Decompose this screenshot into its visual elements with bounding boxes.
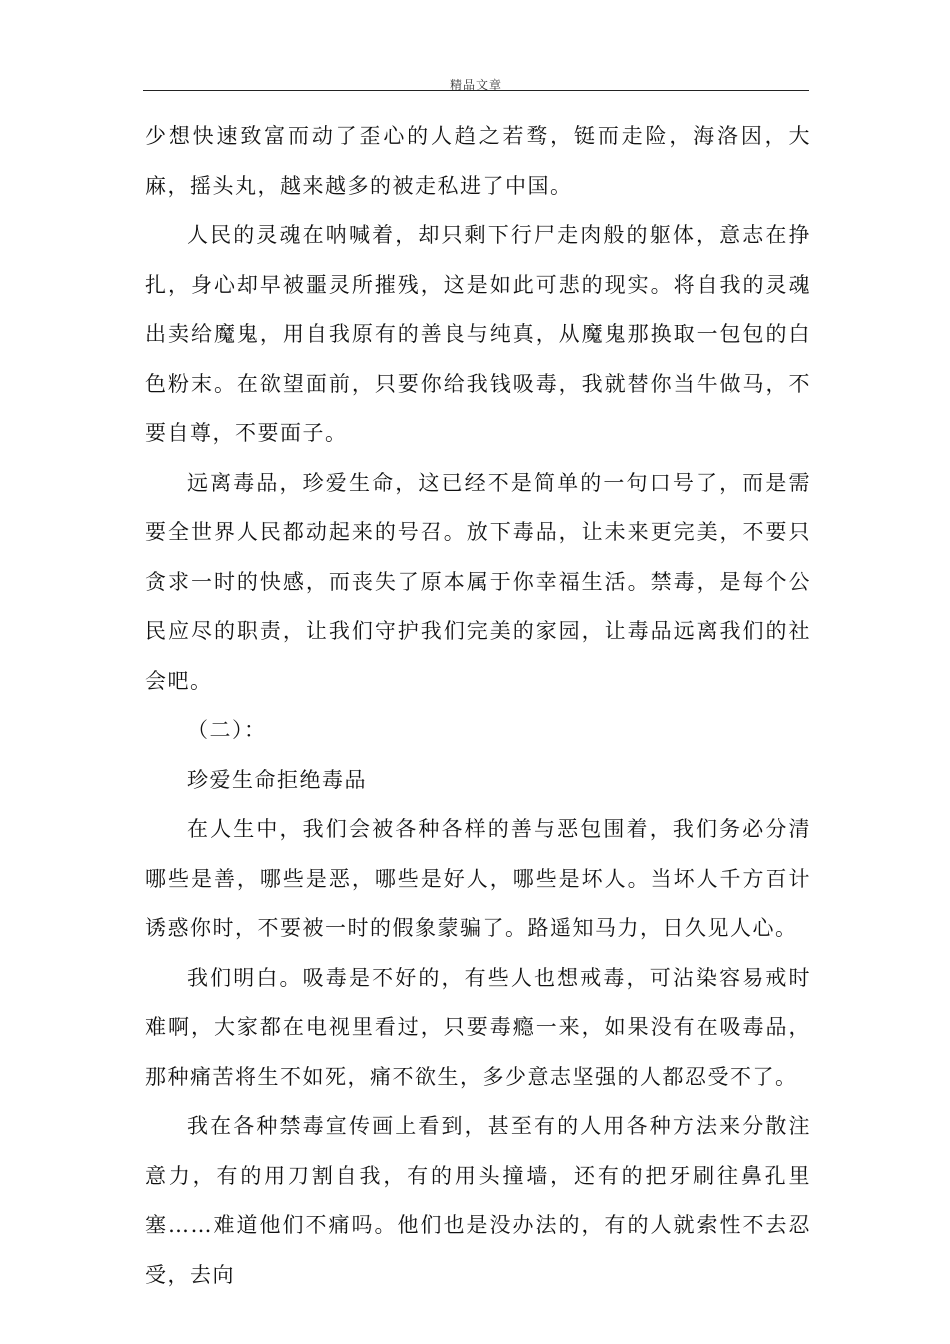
paragraph: 远离毒品，珍爱生命，这已经不是简单的一句口号了，而是需要全世界人民都动起来的号召。放下毒品，让未来更完美，不要只贪求一时的快感，而丧失了原本属于你幸福生活。禁毒，是每个公民应尽的职责，让我们守护我们完美的家园，让毒品远离我们的社会吧。 bbox=[145, 470, 811, 693]
section-number: （二）： bbox=[187, 718, 267, 742]
section-title: 珍爱生命拒绝毒品 bbox=[187, 767, 367, 792]
page-header bbox=[143, 74, 809, 91]
paragraph: 我们明白。吸毒是不好的，有些人也想戒毒，可沾染容易戒时难啊，大家都在电视里看过，只要毒瘾一来，如果没有在吸毒品，那种痛苦将生不如死，痛不欲生，多少意志坚强的人都忍受不了。 bbox=[145, 965, 811, 1089]
paragraph: 我在各种禁毒宣传画上看到，甚至有的人用各种方法来分散注意力，有的用刀割自我，有的用头撞墙，还有的把牙刷往鼻孔里塞……难道他们不痛吗。他们也是没办法的，有的人就索性不去忍受，去向 bbox=[145, 1114, 811, 1287]
document-body bbox=[145, 112, 811, 1300]
paragraph: 少想快速致富而动了歪心的人趋之若骛，铤而走险，海洛因，大麻，摇头丸，越来越多的被走私进了中国。 bbox=[145, 124, 811, 198]
paragraph: 人民的灵魂在呐喊着，却只剩下行尸走肉般的躯体，意志在挣扎，身心却早被噩灵所摧残，这是如此可悲的现实。将自我的灵魂出卖给魔鬼，用自我原有的善良与纯真，从魔鬼那换取一包包的白色粉末。在欲望面前，只要你给我钱吸毒，我就替你当牛做马，不要自尊，不要面子。 bbox=[145, 223, 811, 445]
header-title: 精品文章 bbox=[449, 78, 502, 92]
paragraph: 在人生中，我们会被各种各样的善与恶包围着，我们务必分清哪些是善，哪些是恶，哪些是好人，哪些是坏人。当坏人千方百计诱惑你时，不要被一时的假象蒙骗了。路遥知马力，日久见人心。 bbox=[145, 817, 811, 940]
